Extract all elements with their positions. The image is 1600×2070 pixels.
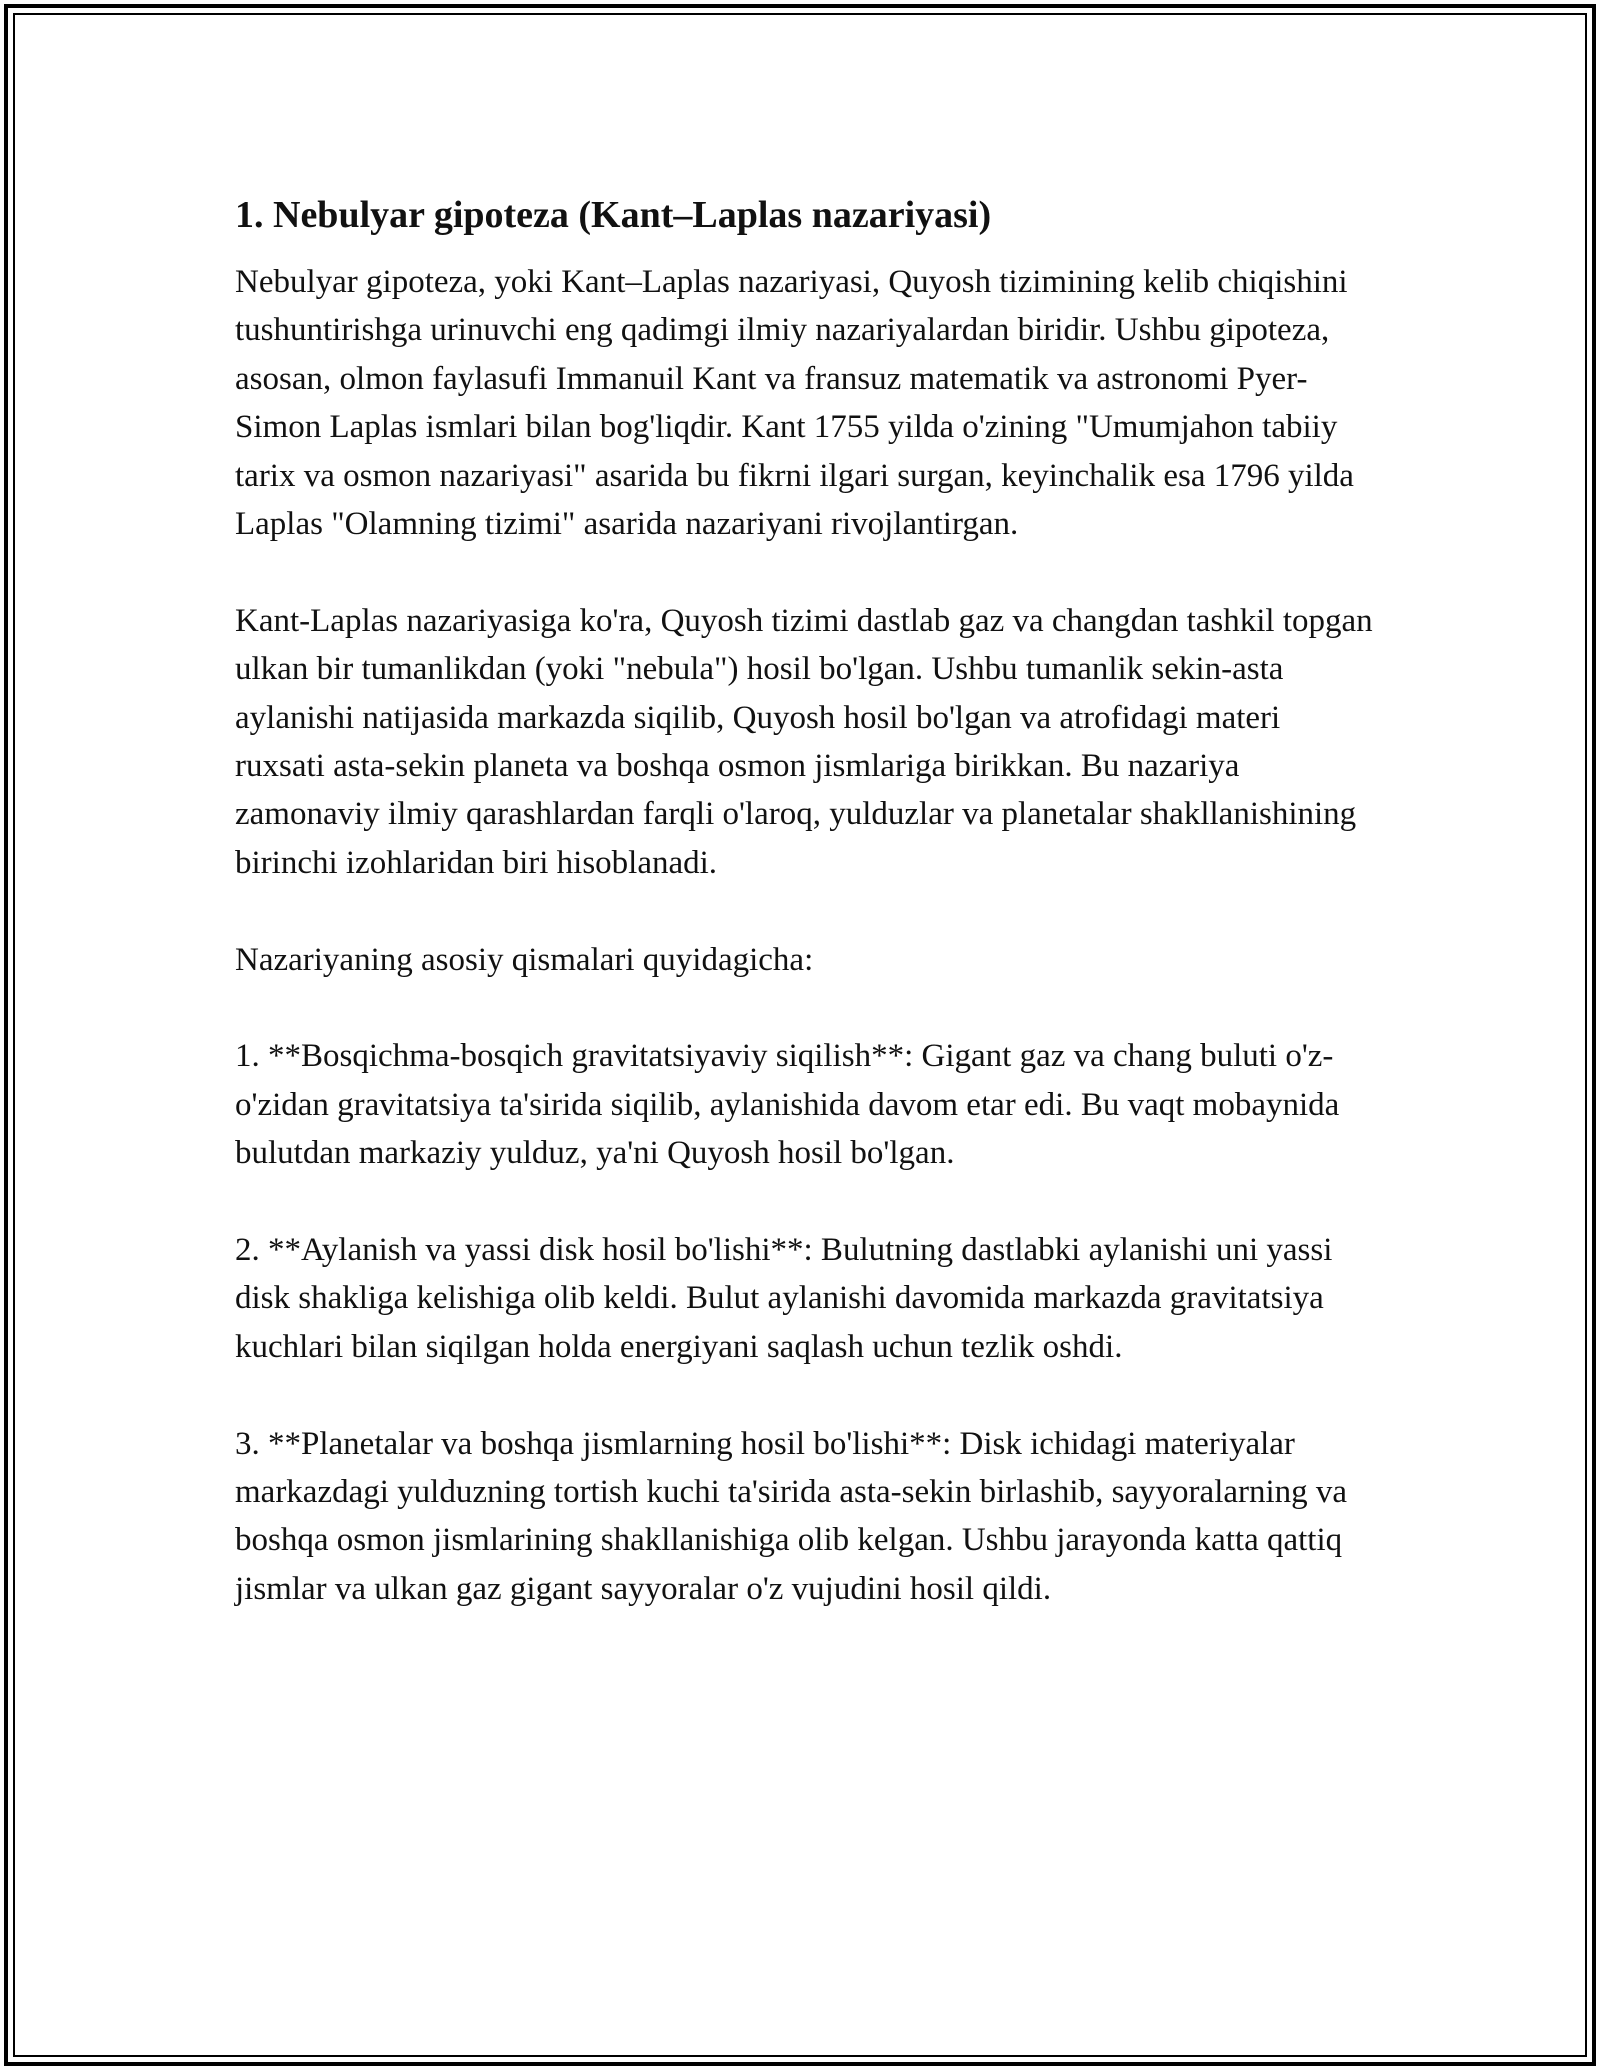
- paragraph-intro: Nebulyar gipoteza, yoki Kant–Laplas nazariyasi, Quyosh tizimining kelib chiqishini tushuntirishga urinuvchi eng qadimgi ilmiy nazariyalardan biridir. Ushbu gipoteza, asosan, olmon faylasufi Immanuil Kant va fransuz matematik va astronomi Pyer-Simon Laplas ismlari bilan bog'liqdir. Kant 1755 yilda o'zining "Umumjahon tabiiy tarix va osmon nazariyasi" asarida bu fikrni ilgari surgan, keyinchalik esa 1796 yilda Laplas "Olamning tizimi" asarida nazariyani rivojlantirgan.: [235, 264, 1354, 543]
- list-item-1: 1. **Bosqichma-bosqich gravitatsiyaviy siqilish**: Gigant gaz va chang buluti o'z-o'zidan gravitatsiya ta'sirida siqilib, aylanishida davom etar edi. Bu vaqt mobaynida bulutdan markaziy yulduz, ya'ni Quyosh hosil bo'lgan.: [235, 1038, 1340, 1172]
- list-item-3: 3. **Planetalar va boshqa jismlarning hosil bo'lishi**: Disk ichidagi materiyalar markazdagi yulduzning tortish kuchi ta'sirida asta-sekin birlashib, sayyoralarning va boshqa osmon jismlarining shakllanishiga olib kelgan. Ushbu jarayonda katta qattiq jismlar va ulkan gaz gigant sayyoralar o'z vujudini hosil qildi.: [235, 1425, 1348, 1607]
- list-item-2: 2. **Aylanish va yassi disk hosil bo'lishi**: Bulutning dastlabki aylanishi uni yassi disk shakliga kelishiga olib keldi. Bulut aylanishi davomida markazda gravitatsiya kuchlari bilan siqilgan holda energiyani saqlash uchun tezlik oshdi.: [235, 1232, 1333, 1365]
- paragraph-parts-heading: Nazariyaning asosiy qismalari quyidagicha:: [235, 941, 814, 978]
- document-body: [235, 185, 1375, 1662]
- document-title: 1. Nebulyar gipoteza (Kant–Laplas nazariyasi): [235, 194, 992, 236]
- paragraph-theory: Kant-Laplas nazariyasiga ko'ra, Quyosh tizimi dastlab gaz va changdan tashkil topgan ulkan bir tumanlikdan (yoki "nebula") hosil bo'lgan. Ushbu tumanlik sekin-asta aylanishi natijasida markazda siqilib, Quyosh hosil bo'lgan va atrofidagi materi ruxsati asta-sekin planeta va boshqa osmon jismlariga birikkan. Bu nazariya zamonaviy ilmiy qarashlardan farqli o'laroq, yulduzlar va planetalar shakllanishining birinchi izohlaridan biri hisoblanadi.: [235, 602, 1373, 881]
